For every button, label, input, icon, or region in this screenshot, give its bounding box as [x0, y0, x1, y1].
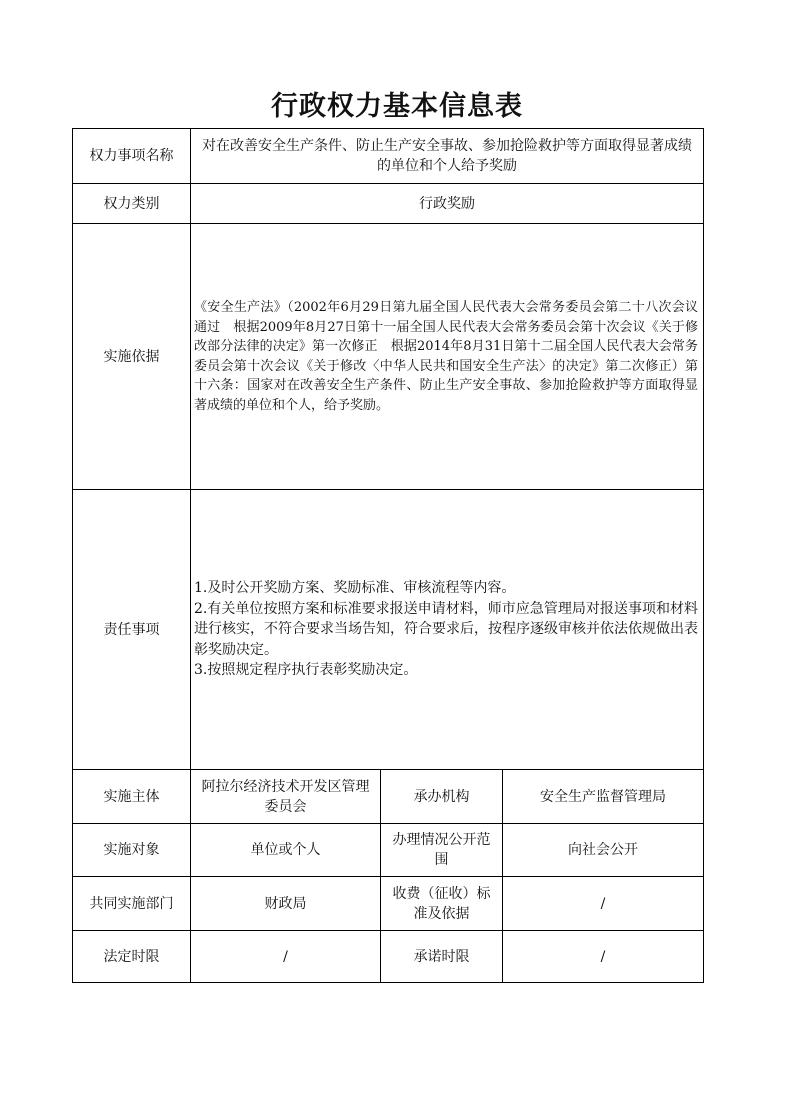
duty-value — [191, 490, 704, 770]
table-row — [73, 129, 704, 184]
office-label: 承办机构 — [381, 770, 503, 824]
office-value: 安全生产监督管理局 — [503, 770, 704, 824]
page-title: 行政权力基本信息表 — [271, 91, 523, 122]
power-name-label: 权力事项名称 — [73, 129, 191, 184]
power-type-label: 权力类别 — [73, 184, 191, 224]
fee-standard-label: 收费（征收）标准及依据 — [381, 877, 503, 931]
joint-dept-value: 财政局 — [191, 877, 381, 931]
table-row — [73, 224, 704, 490]
duty-item: 2.有关单位按照方案和标准要求报送申请材料，师市应急管理局对报送事项和材料进行核实，不符合要求当场告知，符合要求后，按程序逐级审核并依法依规做出表彰奖励决定。 — [194, 600, 699, 658]
info-table — [72, 128, 704, 983]
promised-deadline-label: 承诺时限 — [381, 931, 503, 983]
legal-deadline-label: 法定时限 — [73, 931, 191, 983]
duty-label: 责任事项 — [73, 490, 191, 770]
subject-label: 实施主体 — [73, 770, 191, 824]
basis-value: 《安全生产法》（2002年6月29日第九届全国人民代表大会常务委员会第二十八次会议通过 根据2009年8月27日第十一届全国人民代表大会常务委员会第十次会议《关于修改部分法律的决定》第一次修正 根据2014年8月31日第十二届全国人民代表大会常务委员会第十次会议《关于修改〈中华人民共和国安全生产法〉的决定》第二次修正）第十六条：国家对在改善安全生产条件、防止生产安全事故、参加抢险救护等方面取得显著成绩的单位和个人，给予奖励。 — [191, 224, 704, 490]
table-row — [73, 824, 704, 877]
table-row — [73, 184, 704, 224]
target-label: 实施对象 — [73, 824, 191, 877]
duty-item: 3.按照规定程序执行表彰奖励决定。 — [194, 662, 418, 679]
disclosure-scope-value: 向社会公开 — [503, 824, 704, 877]
legal-deadline-value: / — [191, 931, 381, 983]
fee-standard-value: / — [503, 877, 704, 931]
duty-item: 1.及时公开奖励方案、奖励标准、审核流程等内容。 — [194, 580, 516, 597]
disclosure-scope-label: 办理情况公开范围 — [381, 824, 503, 877]
power-name-value: 对在改善安全生产条件、防止生产安全事故、参加抢险救护等方面取得显著成绩的单位和个人给予奖励 — [191, 129, 704, 184]
promised-deadline-value: / — [503, 931, 704, 983]
table-row — [73, 770, 704, 824]
subject-value: 阿拉尔经济技术开发区管理委员会 — [191, 770, 381, 824]
basis-label: 实施依据 — [73, 224, 191, 490]
power-type-value: 行政奖励 — [191, 184, 704, 224]
table-row — [73, 877, 704, 931]
table-row — [73, 490, 704, 770]
target-value: 单位或个人 — [191, 824, 381, 877]
joint-dept-label: 共同实施部门 — [73, 877, 191, 931]
table-row — [73, 931, 704, 983]
